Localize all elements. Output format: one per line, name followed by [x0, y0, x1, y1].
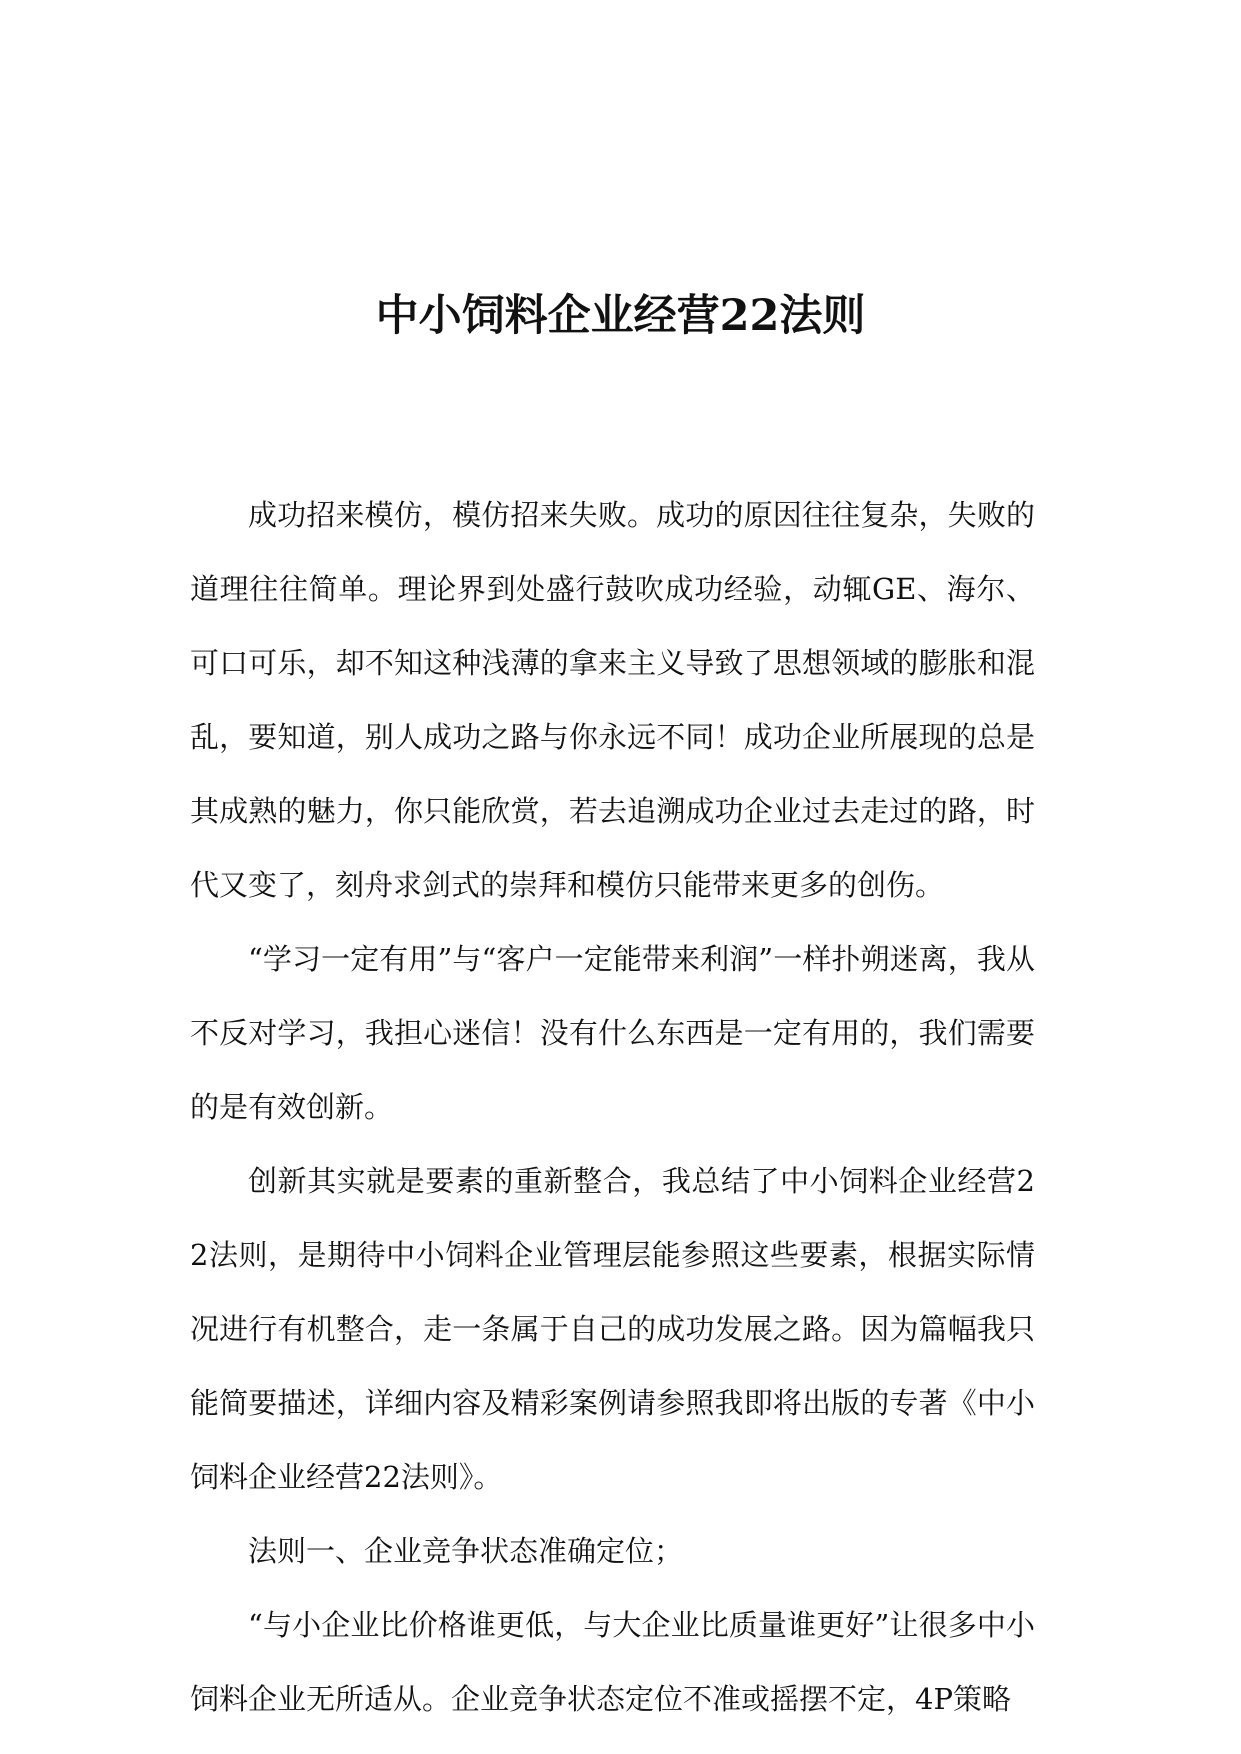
paragraph-learning: “学习一定有用”与“客户一定能带来利润”一样扑朔迷离，我从不反对学习，我担心迷信！没有什么东西是一定有用的，我们需要的是有效创新。 [190, 942, 1035, 1124]
paragraph-innovation: 创新其实就是要素的重新整合，我总结了中小饲料企业经营22法则，是期待中小饲料企业管理层能参照这些要素，根据实际情况进行有机整合，走一条属于自己的成功发展之路。因为篇幅我只能简要描述，详细内容及精彩案例请参照我即将出版的专著《中小饲料企业经营22法则》。 [190, 1164, 1035, 1494]
paragraph-rule-one: “与小企业比价格谁更低，与大企业比质量谁更好”让很多中小饲料企业无所适从。企业竞争状态定位不准或摇摆不定，4P策略 [190, 1608, 1035, 1716]
paragraph-intro: 成功招来模仿，模仿招来失败。成功的原因往往复杂，失败的道理往往简单。理论界到处盛行鼓吹成功经验，动辄GE、海尔、可口可乐，却不知这种浅薄的拿来主义导致了思想领域的膨胀和混乱，要知道，别人成功之路与你永远不同！成功企业所展现的总是其成熟的魅力，你只能欣赏，若去追溯成功企业过去走过的路，时代又变了，刻舟求剑式的崇拜和模仿只能带来更多的创伤。 [190, 498, 1035, 902]
document-title: 中小饲料企业经营22法则 [375, 291, 866, 341]
rule-one-heading: 法则一、企业竞争状态准确定位； [248, 1534, 684, 1568]
document-body [190, 478, 1035, 1736]
